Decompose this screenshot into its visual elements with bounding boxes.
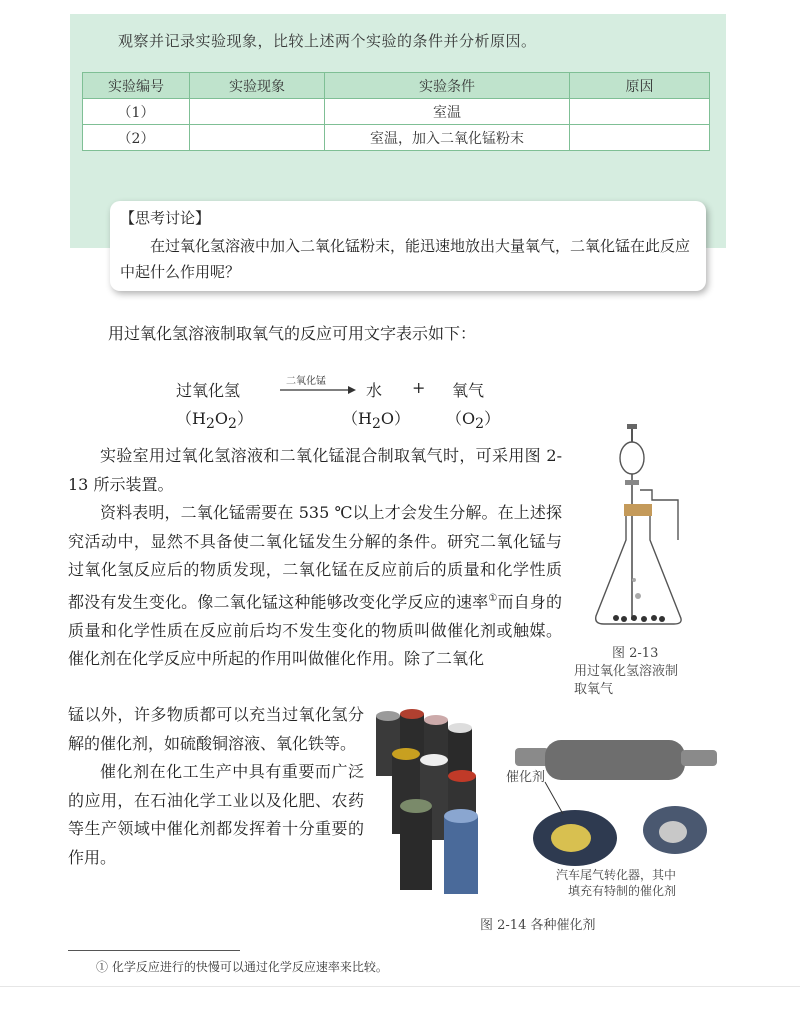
figure-caption: 用过氧化氢溶液制 [574, 664, 679, 679]
table-row [83, 99, 710, 125]
table-cell: （2） [83, 125, 190, 151]
table-row [83, 125, 710, 151]
formula-h2o2: $(H_2O_2)$ [176, 409, 253, 433]
figure-note: 填充有特制的催化剂 [568, 884, 677, 898]
table-header: 原因 [570, 73, 710, 99]
figure-number: 图 2-13 [612, 646, 659, 661]
eq-plus: + [412, 378, 426, 397]
footnote-divider [68, 950, 240, 951]
discussion-box [110, 201, 706, 291]
reaction-arrow-icon [280, 385, 356, 395]
table-header: 实验现象 [190, 73, 325, 99]
experiment-table [82, 72, 710, 151]
paragraph: 实验室用过氧化氢溶液和二氧化锰混合制取氧气时，可采用图 2-13 所示装置。 [68, 446, 562, 494]
discussion-text: 在过氧化氢溶液中加入二氧化锰粉末，能迅速地放出大量氧气，二氧化锰在此反应中起什么作用呢？ [120, 237, 691, 281]
paragraph: 资料表明，二氧化锰需要在 535 ℃以上才会发生分解。在上述探究活动中，显然不具备使二氧化锰发生分解的条件。研究二氧化锰与过氧化氢反应后的物质发现，二氧化锰在反应前后的质量和化学性质都没有发生变化。像二氧化锰这种能够改变化学反应的速率①而自身的质量和化学性质在反应前后均不发生变化的物质叫做催化剂或触媒。催化剂在化学反应中所起的作用叫做催化作用。除了二氧化 [68, 503, 562, 669]
table-cell: （1） [83, 99, 190, 125]
experiment-instruction: 观察并记录实验现象，比较上述两个实验的条件并分析原因。 [118, 32, 537, 50]
figure-caption: 图 2-14 各种催化剂 [480, 918, 596, 933]
figure-caption: 取氧气 [574, 682, 614, 697]
table-cell [190, 99, 325, 125]
eq-condition: 二氧化锰 [286, 376, 326, 387]
formula-h2o: $(H_2O)$ [342, 409, 411, 433]
formula-o2: $(O_2)$ [446, 409, 501, 433]
page-bottom-divider [0, 986, 800, 987]
figure-note: 汽车尾气转化器，其中 [556, 868, 677, 882]
table-cell [190, 125, 325, 151]
table-cell: 室温，加入二氧化锰粉末 [325, 125, 570, 151]
table-cell [570, 125, 710, 151]
body-text-continued [68, 701, 364, 873]
table-cell: 室温 [325, 99, 570, 125]
exhaust-converter-image [505, 740, 725, 870]
catalyst-label: 催化剂 [506, 770, 546, 785]
catalyst-samples-image [370, 706, 500, 896]
eq-product-water: 水 [366, 381, 383, 400]
body-text [68, 442, 562, 674]
flask-apparatus-image [590, 420, 700, 630]
table-header-row [83, 73, 710, 99]
table-header: 实验编号 [83, 73, 190, 99]
discussion-title: 【思考讨论】 [120, 209, 211, 227]
table-cell [570, 99, 710, 125]
paragraph: 锰以外，许多物质都可以充当过氧化氢分解的催化剂，如硫酸铜溶液、氧化铁等。 [68, 705, 364, 753]
table-header: 实验条件 [325, 73, 570, 99]
eq-reactant: 过氧化氢 [176, 381, 241, 400]
paragraph: 催化剂在化工生产中具有重要而广泛的应用，在石油化学工业以及化肥、农药等生产领域中催化剂都发挥着十分重要的作用。 [68, 762, 364, 867]
intro-text: 用过氧化氢溶液制取氧气的反应可用文字表示如下： [108, 324, 477, 343]
footnote: ① 化学反应进行的快慢可以通过化学反应速率来比较。 [96, 960, 388, 974]
eq-product-oxygen: 氧气 [452, 381, 485, 400]
